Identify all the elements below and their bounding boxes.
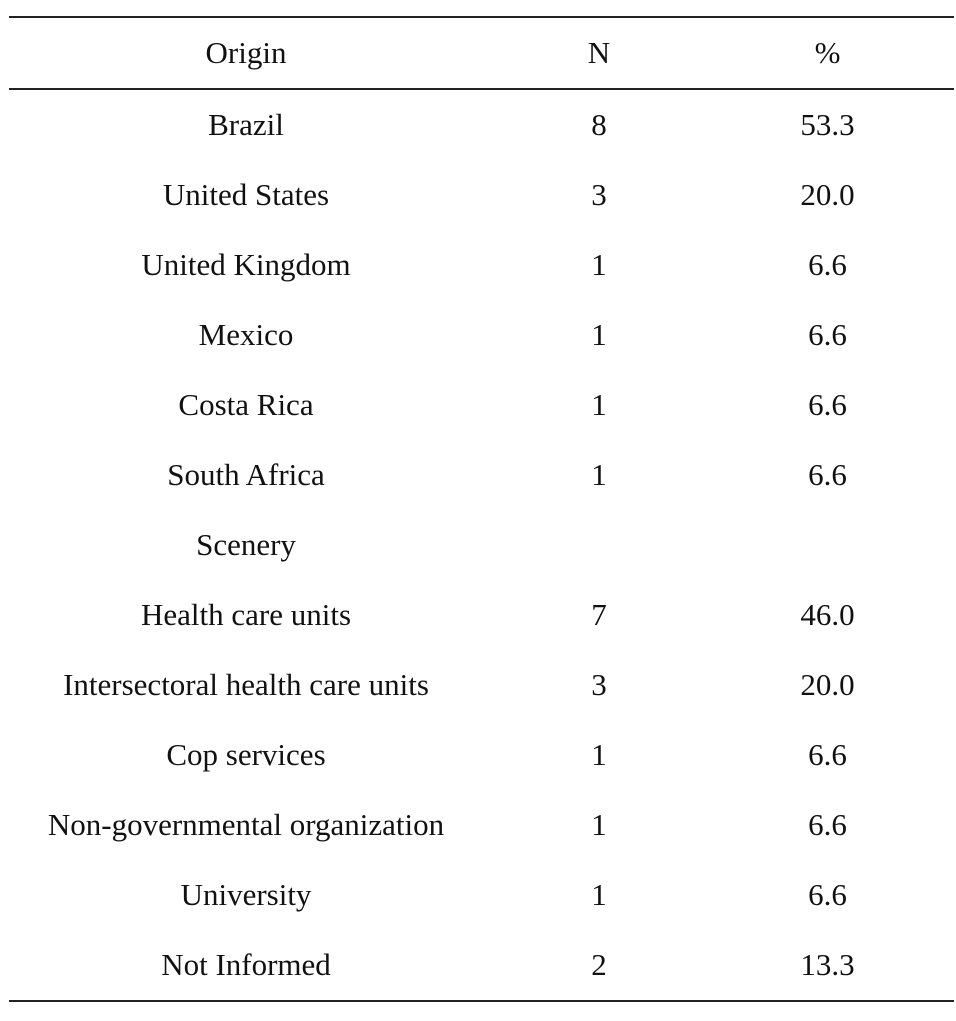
row-percent: 20.0 [800,667,855,702]
row-label: Health care units [140,597,352,632]
row-label: Mexico [198,317,294,352]
bottom-rule [9,1000,954,1002]
row-percent: 6.6 [808,877,847,912]
table-row [9,650,954,720]
row-percent: 20.0 [800,177,855,212]
row-percent: 46.0 [800,597,855,632]
row-n: 1 [591,247,607,282]
row-label: Brazil [208,107,284,142]
row-percent: 6.6 [808,807,847,842]
row-label: Non-governmental organization [47,807,445,842]
row-n: 2 [591,947,607,982]
table-row [9,90,954,160]
row-n: 3 [591,177,607,212]
row-n: 1 [591,807,607,842]
row-label: United States [162,177,330,212]
row-n: 8 [591,107,607,142]
row-percent: 6.6 [808,247,847,282]
row-label: Intersectoral health care units [63,667,429,702]
row-label: University [180,877,312,912]
table-section-row [9,510,954,580]
row-percent: 6.6 [808,737,847,772]
row-n: 3 [591,667,607,702]
table-row [9,580,954,650]
row-label: Cop services [166,737,326,772]
row-label: Not Informed [161,947,331,982]
table-row [9,230,954,300]
row-label: United Kingdom [141,247,351,282]
table-header-row [9,18,954,88]
row-n: 1 [591,457,607,492]
table-row [9,300,954,370]
table-row [9,930,954,1000]
row-n: 1 [591,317,607,352]
row-label: Costa Rica [178,387,314,422]
table-row [9,790,954,860]
header-origin: Origin [205,35,287,70]
table-row [9,370,954,440]
row-n: 7 [591,597,607,632]
header-n: N [587,35,611,70]
table-row [9,720,954,790]
table-row [9,160,954,230]
table-row [9,440,954,510]
row-n: 1 [591,877,607,912]
data-table [9,16,954,1002]
row-n: 1 [591,387,607,422]
row-percent: 6.6 [808,457,847,492]
row-label: South Africa [167,457,325,492]
row-percent: 53.3 [800,107,855,142]
header-percent: % [814,35,841,70]
row-n: 1 [591,737,607,772]
row-percent: 13.3 [800,947,855,982]
table-body [9,90,954,1000]
row-percent: 6.6 [808,317,847,352]
table-row [9,860,954,930]
section-label: Scenery [196,527,296,562]
row-percent: 6.6 [808,387,847,422]
